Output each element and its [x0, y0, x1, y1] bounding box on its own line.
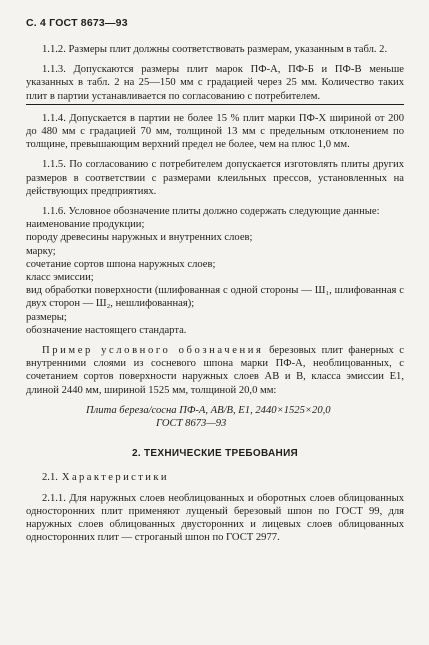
paragraph-1-1-5: 1.1.5. По согласованию с потребителем допускается изготовлять плиты других размеров в соответствии с размерами клеильных прессов, установленных на действующих предприятиях. [26, 159, 404, 197]
list-item: наименование продукции; [26, 219, 145, 231]
example-line-1: Плита береза/сосна ПФ-А, АВ/В, Е1, 2440×1525×20,0 [86, 404, 331, 416]
designation-list [26, 218, 404, 337]
list-item: обозначение настоящего стандарта. [26, 324, 187, 336]
divider [26, 104, 404, 105]
subsection-title: Характеристики [61, 472, 169, 484]
list-item: вид обработки поверхности (шлифованная с одной стороны — Ш₁, шлифованная с двух сторон — Ш₂, нешлифованная); [26, 285, 404, 310]
paragraph-1-1-2: 1.1.2. Размеры плит должны соответствовать размерам, указанным в табл. 2. [42, 44, 388, 55]
list-item: класс эмиссии; [26, 272, 94, 284]
page-header: С. 4 ГОСТ 8673—93 [26, 17, 128, 29]
paragraph-1-1-6: 1.1.6. Условное обозначение плиты должно содержать следующие данные: [42, 206, 380, 218]
list-item: породу древесины наружных и внутренних слоев; [26, 232, 253, 244]
example-lead: Пример условного обозначения [42, 345, 264, 357]
example-paragraph [26, 344, 404, 397]
subsection-number: 2.1. [42, 472, 58, 484]
paragraph-1-1-4: 1.1.4. Допускается в партии не более 15 % плит марки ПФ-Х шириной от 200 до 480 мм с градацией 70 мм, толщиной 13 мм с предельным отклонением по толщине, превышающим верхний предел не более, чем на плюс 1,0 мм. [26, 112, 404, 151]
example-designation [26, 404, 404, 430]
example-text: березовых плит фанерных с внутренними слоями из сосневого шпона марки ПФ-А, необлицованных, с сочетанием сортов поверхности наружных слоев АВ и В, класса эмиссии Е1, длиной 2440 мм, шириной 1525 мм, толщиной 20,0 мм: [26, 345, 404, 396]
list-item: сочетание сортов шпона наружных слоев; [26, 258, 216, 270]
example-line-2: ГОСТ 8673—93 [156, 418, 227, 430]
document-body [26, 43, 404, 545]
section-title: 2. ТЕХНИЧЕСКИЕ ТРЕБОВАНИЯ [131, 448, 299, 460]
paragraph-2-1-1: 2.1.1. Для наружных слоев необлицованных и оборотных слоев облицованных односторонних плит применяют лущеный березовый шпон по ГОСТ 99, для наружных слоев облицованных двусторонних и лицевых слоев облицованных односторонних плит — строганый шпон по ГОСТ 2977. [26, 492, 404, 544]
list-item: марку; [26, 245, 56, 257]
subsection-heading [26, 471, 404, 484]
paragraph-1-1-3: 1.1.3. Допускаются размеры плит марок ПФ-А, ПФ-Б и ПФ-В меньше указанных в табл. 2 на 25—150 мм с градацией через 25 мм. Количество таких плит в партии устанавливается по согласованию с потребителем. [26, 64, 404, 102]
list-item: размеры; [26, 311, 67, 323]
